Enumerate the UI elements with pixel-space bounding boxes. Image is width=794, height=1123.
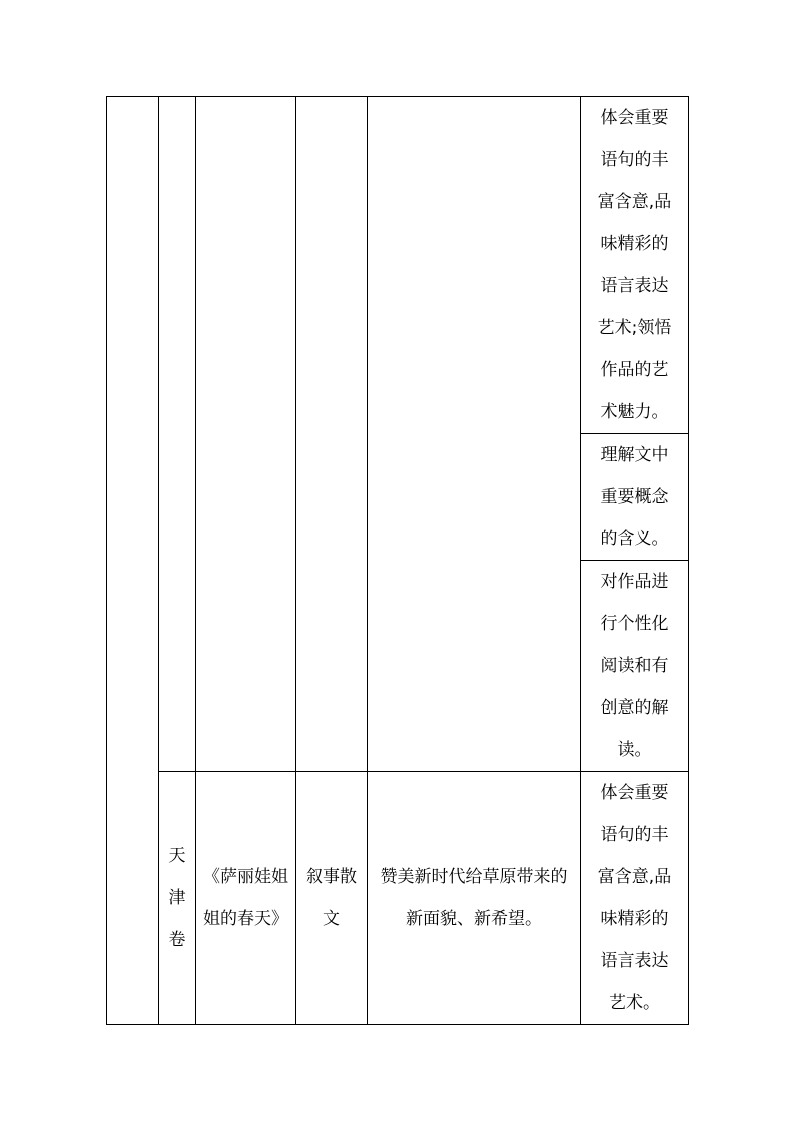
genre-cell: 叙事散文: [296, 772, 368, 1025]
theme-cell: [368, 97, 581, 772]
title-cell: [196, 97, 296, 772]
region-cell: 天津卷: [159, 772, 196, 1025]
table-row: [107, 772, 689, 1025]
theme-cell: 赞美新时代给草原带来的新面貌、新希望。: [368, 772, 581, 1025]
goal-cell: 对作品进行个性化阅读和有创意的解读。: [581, 561, 689, 772]
exam-reading-table: [106, 96, 689, 1025]
title-cell: 《萨丽娃姐姐的春天》: [196, 772, 296, 1025]
goal-cell: 体会重要语句的丰富含意,品味精彩的语言表达艺术;领悟作品的艺术魅力。: [581, 97, 689, 434]
goal-cell: 体会重要语句的丰富含意,品味精彩的语言表达艺术。: [581, 772, 689, 1025]
genre-cell: [296, 97, 368, 772]
region-cell: [159, 97, 196, 772]
outer-category-cell: [107, 97, 159, 1025]
goal-cell: 理解文中重要概念的含义。: [581, 434, 689, 561]
table-row: [107, 97, 689, 434]
